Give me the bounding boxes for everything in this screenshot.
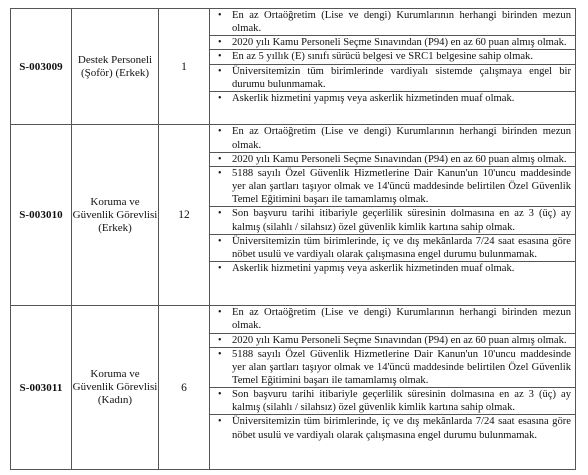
requirement-item xyxy=(210,262,575,275)
requirement-text: 2020 yılı Kamu Personeli Seçme Sınavından (P94) en az 60 puan almış olmak. xyxy=(232,37,567,49)
bullet-icon: • xyxy=(218,208,222,220)
requirement-text: Son başvuru tarihi itibariyle geçerlilik süresinin dolmasına en az 3 (üç) ay kalmış (silahlı / silahsız) özel güvenlik kimlik kartına sahip olmak. xyxy=(232,208,571,233)
position-title: Koruma ve Güvenlik Görevlisi (Erkek) xyxy=(72,125,159,306)
requirements-list xyxy=(210,9,575,105)
bullet-icon: • xyxy=(218,307,222,319)
requirement-item xyxy=(210,125,575,152)
table-row xyxy=(11,125,576,306)
requirement-item xyxy=(210,153,575,167)
bullet-icon: • xyxy=(218,51,222,63)
requirement-text: En az Ortaöğretim (Lise ve dengi) Kurumlarının herhangi birinden mezun olmak. xyxy=(232,307,571,332)
requirements-cell xyxy=(210,125,576,306)
requirements-list xyxy=(210,306,575,442)
requirement-text: Askerlik hizmetini yapmış veya askerlik hizmetinden muaf olmak. xyxy=(232,92,515,104)
requirement-item xyxy=(210,235,575,262)
bullet-icon: • xyxy=(218,167,222,179)
requirement-item xyxy=(210,348,575,388)
bullet-icon: • xyxy=(218,389,222,401)
requirement-item xyxy=(210,167,575,207)
requirements-list xyxy=(210,125,575,275)
requirement-item xyxy=(210,334,575,348)
requirement-item xyxy=(210,65,575,92)
requirement-item xyxy=(210,388,575,415)
requirement-text: En az 5 yıllık (E) sınıfı sürücü belgesi ve SRC1 belgesine sahip olmak. xyxy=(232,51,533,63)
table-row xyxy=(11,306,576,470)
requirement-item xyxy=(210,92,575,105)
position-code: S-003010 xyxy=(11,125,72,306)
requirement-text: 5188 sayılı Özel Güvenlik Hizmetlerine Dair Kanun'un 10'uncu maddesinde yer alan şartları taşıyor olmak ve 14'üncü maddesinde belirtilen Özel Güvenlik Temel Eğitimini başarı ile tamamlamış olmak. xyxy=(232,167,571,206)
bullet-icon: • xyxy=(218,37,222,49)
requirements-table xyxy=(10,8,576,470)
bullet-icon: • xyxy=(218,92,222,104)
requirement-item xyxy=(210,50,575,64)
requirement-item xyxy=(210,9,575,36)
requirement-item xyxy=(210,306,575,333)
position-count: 1 xyxy=(159,9,210,125)
table-body xyxy=(11,9,576,470)
requirement-text: 2020 yılı Kamu Personeli Seçme Sınavından (P94) en az 60 puan almış olmak. xyxy=(232,153,567,165)
bullet-icon: • xyxy=(218,348,222,360)
requirement-text: Son başvuru tarihi itibariyle geçerlilik süresinin dolmasına en az 3 (üç) ay kalmış (silahlı / silahsız) özel güvenlik kimlik kartına sahip olmak. xyxy=(232,389,571,414)
bullet-icon: • xyxy=(218,153,222,165)
requirement-item xyxy=(210,36,575,50)
requirement-text: En az Ortaöğretim (Lise ve dengi) Kurumlarının herhangi birinden mezun olmak. xyxy=(232,126,571,151)
requirements-cell xyxy=(210,9,576,125)
requirement-item xyxy=(210,415,575,441)
requirement-text: 5188 sayılı Özel Güvenlik Hizmetlerine Dair Kanun'un 10'uncu maddesinde yer alan şartları taşıyor olmak ve 14'üncü maddesinde belirtilen Özel Güvenlik Temel Eğitimini başarı ile tamamlamış olmak. xyxy=(232,348,571,386)
position-count: 6 xyxy=(159,306,210,470)
bullet-icon: • xyxy=(218,263,222,274)
bullet-icon: • xyxy=(218,334,222,346)
bullet-icon: • xyxy=(218,235,222,247)
position-title: Koruma ve Güvenlik Görevlisi (Kadın) xyxy=(72,306,159,470)
bullet-icon: • xyxy=(218,65,222,77)
position-code: S-003009 xyxy=(11,9,72,125)
requirement-text: Üniversitemizin tüm birimlerinde vardiyalı sistemde çalışmaya engel bir durumu bulunmamak. xyxy=(232,65,571,90)
requirements-cell xyxy=(210,306,576,470)
position-count: 12 xyxy=(159,125,210,306)
requirement-text: Askerlik hizmetini yapmış veya askerlik hizmetinden muaf olmak. xyxy=(232,263,515,274)
bullet-icon: • xyxy=(218,10,222,21)
requirement-item xyxy=(210,207,575,234)
position-code: S-003011 xyxy=(11,306,72,470)
requirement-text: Üniversitemizin tüm birimlerinde, iç ve dış mekânlarda 7/24 saat esasına göre nöbet usulü ve vardiyalı olarak çalışmasına engel durumu bulunmamak. xyxy=(232,416,571,441)
requirement-text: Üniversitemizin tüm birimlerinde, iç ve dış mekânlarda 7/24 saat esasına göre nöbet usulü ve vardiyalı olarak çalışmasına engel durumu bulunmamak. xyxy=(232,235,571,260)
bullet-icon: • xyxy=(218,126,222,138)
requirement-text: En az Ortaöğretim (Lise ve dengi) Kurumlarının herhangi birinden mezun olmak. xyxy=(232,10,571,35)
requirement-text: 2020 yılı Kamu Personeli Seçme Sınavından (P94) en az 60 puan almış olmak. xyxy=(232,334,567,346)
bullet-icon: • xyxy=(218,416,222,428)
position-title: Destek Personeli (Şoför) (Erkek) xyxy=(72,9,159,125)
table-row xyxy=(11,9,576,125)
